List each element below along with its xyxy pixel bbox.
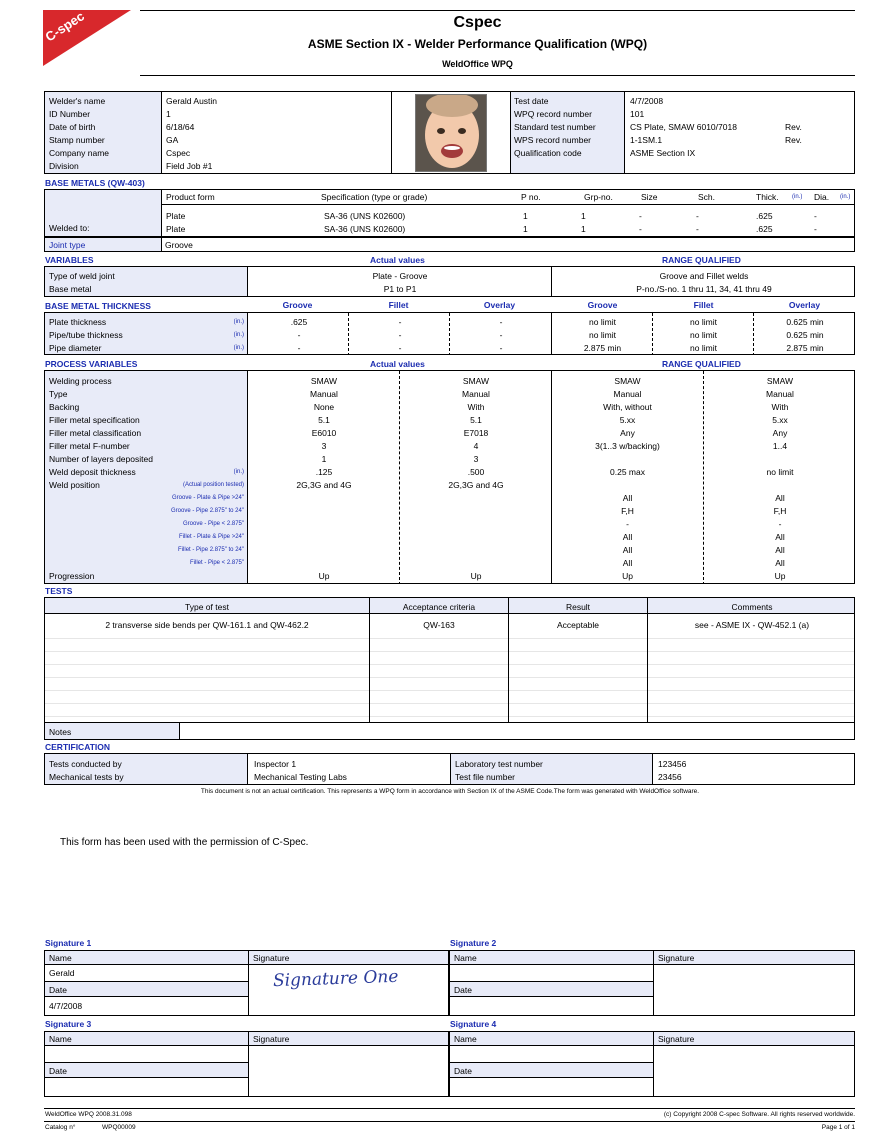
process-value: .125 <box>315 467 333 477</box>
tests-cell: QW-163 <box>423 620 455 630</box>
certification-cell: Test file number <box>455 772 515 782</box>
welder-field-value: GA <box>166 135 179 145</box>
signature-name-value: Gerald <box>49 968 75 978</box>
tests-header-cell: Acceptance criteria <box>402 602 476 612</box>
process-value: Up <box>622 571 633 581</box>
thickness-value: no limit <box>690 330 717 340</box>
process-value: F,H <box>621 506 634 516</box>
welder-field-rev <box>782 94 822 107</box>
thickness-value: 0.625 min <box>786 330 824 340</box>
process-label: Weld position <box>49 480 100 490</box>
welder-field-label: WPQ record number <box>514 109 592 119</box>
signature-name-value <box>451 966 651 979</box>
welder-field-label: Company name <box>49 148 110 158</box>
base-metals-header <box>165 192 855 204</box>
process-value: With <box>771 402 789 412</box>
thickness-unit: (in.) <box>233 345 244 351</box>
welder-field-value: 101 <box>630 109 645 119</box>
process-value: With <box>467 402 485 412</box>
base-metals-header-cell: (in.) <box>840 194 851 200</box>
page-title: Cspec <box>453 14 502 31</box>
footer-page: Page 1 of 1 <box>821 1124 855 1131</box>
process-value: .500 <box>467 467 485 477</box>
variables-title: VARIABLES <box>45 255 94 265</box>
welder-field-label: Standard test number <box>514 122 596 132</box>
process-value: 2G,3G and 4G <box>448 480 504 490</box>
signature-name-label: Name <box>49 1034 72 1044</box>
signature-divider <box>653 1032 654 1097</box>
process-value: SMAW <box>462 376 490 386</box>
variable-range: Groove and Fillet welds <box>659 271 749 281</box>
process-value: no limit <box>766 467 794 477</box>
thickness-header <box>247 301 855 312</box>
welder-field-label: Stamp number <box>49 135 105 145</box>
process-position-sub: Groove - Pipe < 2.875" <box>183 521 244 527</box>
signature-box <box>449 1031 855 1097</box>
welder-field-value: CS Plate, SMAW 6010/7018 <box>630 122 737 132</box>
base-metals-header-cell: Specification (type or grade) <box>321 192 428 202</box>
process-value: 4 <box>473 441 479 451</box>
signature-sig-label: Signature <box>658 953 695 963</box>
thickness-label: Pipe/tube thickness <box>49 330 123 340</box>
thickness-value: - <box>499 317 503 327</box>
app-name: WeldOffice WPQ <box>442 59 513 69</box>
tests-header-cell: Comments <box>731 602 773 612</box>
thickness-value: 2.875 min <box>786 343 824 353</box>
thickness-value: no limit <box>690 317 717 327</box>
thickness-col-header: Overlay <box>483 300 516 310</box>
signature-name-label: Name <box>454 1034 477 1044</box>
welded-to-label: Welded to: <box>49 223 90 233</box>
base-metals-header-cell: P no. <box>521 192 541 202</box>
thickness-unit: (in.) <box>233 332 244 338</box>
process-title: PROCESS VARIABLES <box>45 359 138 369</box>
welder-field-value: 4/7/2008 <box>630 96 664 106</box>
process-unit: (in.) <box>233 469 244 475</box>
tests-table <box>44 597 855 740</box>
variable-label: Type of weld joint <box>49 271 115 281</box>
base-metals-header-cell: Product form <box>166 192 215 202</box>
process-value: 3 <box>321 441 327 451</box>
process-value <box>249 543 399 556</box>
process-position-sub: Groove - Pipe 2.875" to 24" <box>171 508 244 514</box>
variables-range-header: RANGE QUALIFIED <box>662 255 741 265</box>
process-value: Any <box>772 428 788 438</box>
process-value: E7018 <box>463 428 489 438</box>
welder-field-rev <box>782 107 822 120</box>
signature-title: Signature 4 <box>450 1019 497 1029</box>
certification-cell: 23456 <box>658 772 682 782</box>
thickness-value: no limit <box>589 317 616 327</box>
notes-label: Notes <box>49 727 72 737</box>
thickness-label: Pipe diameter <box>49 343 102 353</box>
process-position-sub: Fillet - Pipe 2.875" to 24" <box>178 547 244 553</box>
welder-field-label: Qualification code <box>514 148 582 158</box>
thickness-label: Plate thickness <box>49 317 107 327</box>
joint-type-row <box>44 237 855 252</box>
variable-actual: P1 to P1 <box>383 284 417 294</box>
process-value: SMAW <box>766 376 794 386</box>
signature-date-label: Date <box>454 985 472 995</box>
joint-type-label: Joint type <box>49 240 86 250</box>
signature-divider <box>653 951 654 1016</box>
process-value: E6010 <box>311 428 337 438</box>
top-rule <box>140 10 855 11</box>
base-metal-cell: - <box>814 224 817 234</box>
process-value: Any <box>620 428 635 438</box>
thickness-col-header: Groove <box>282 300 313 310</box>
welder-field-label: ID Number <box>49 109 91 119</box>
footer-catalog: WPQ00009 <box>102 1124 136 1131</box>
process-value: 5.1 <box>470 415 482 425</box>
footer-catalog-label: Catalog n° <box>45 1124 76 1131</box>
footer-copyright: (c) Copyright 2008 C-spec Software. All rights reserved worldwide. <box>663 1111 855 1118</box>
signature-date-value <box>451 1080 651 1093</box>
process-value: All <box>622 532 633 542</box>
base-metals-table <box>44 189 855 237</box>
process-value: - <box>778 519 782 529</box>
signature-date-value <box>46 1080 246 1093</box>
welder-field-value: 1 <box>166 109 171 119</box>
process-value <box>401 517 551 530</box>
base-metal-cell: - <box>639 224 642 234</box>
process-range-header: RANGE QUALIFIED <box>662 359 741 369</box>
signature-date-label: Date <box>49 1066 67 1076</box>
base-metal-cell: Plate <box>166 211 186 221</box>
signature-title: Signature 1 <box>45 938 92 948</box>
joint-type-value: Groove <box>165 240 193 250</box>
process-label: Weld deposit thickness <box>49 467 136 477</box>
thickness-table <box>44 312 855 355</box>
signature-name-value <box>451 1047 651 1060</box>
process-value <box>552 478 703 491</box>
permission-note: This form has been used with the permission of C-Spec. <box>60 837 309 848</box>
process-value <box>704 478 855 491</box>
process-label: Welding process <box>49 376 112 386</box>
base-metals-title: BASE METALS (QW-403) <box>45 178 145 188</box>
certification-table <box>44 753 855 785</box>
signature-handwriting: Signature One <box>272 966 399 992</box>
base-metal-cell: - <box>696 224 699 234</box>
base-metals-header-cell: Dia. <box>814 192 830 202</box>
process-value: 5.xx <box>772 415 788 425</box>
tests-header-cell: Type of test <box>185 602 229 612</box>
process-actual-header: Actual values <box>370 359 425 369</box>
process-label: Number of layers deposited <box>49 454 153 464</box>
process-value: Manual <box>766 389 794 399</box>
signature-box <box>449 950 855 1016</box>
process-table <box>44 370 855 584</box>
thickness-title: BASE METAL THICKNESS <box>45 301 151 311</box>
process-position-sub: Groove - Plate & Pipe >24" <box>171 495 244 501</box>
thickness-value: - <box>499 343 503 353</box>
process-value: All <box>622 493 633 503</box>
thickness-value: - <box>398 330 402 340</box>
disclaimer: This document is not an actual certification. This represents a WPQ form in accordance with Section IX of the ASME Code.The form was generated with WeldOffice software. <box>200 788 700 795</box>
process-value <box>249 517 399 530</box>
signature-divider <box>248 951 249 1016</box>
signature-date-value <box>451 999 651 1012</box>
thickness-unit: (in.) <box>233 319 244 325</box>
thickness-value: - <box>398 317 402 327</box>
process-value: All <box>775 493 785 503</box>
signature-name-label: Name <box>49 953 72 963</box>
signature-sig-label: Signature <box>253 953 290 963</box>
welder-field-rev: Rev. <box>785 135 802 145</box>
welder-field-label: Test date <box>514 96 549 106</box>
welder-field-rev <box>782 146 822 159</box>
tests-cell: 2 transverse side bends per QW-161.1 and QW-462.2 <box>105 620 309 630</box>
base-metal-cell: 1 <box>523 224 528 234</box>
signature-box <box>44 950 449 1016</box>
signature-date-label: Date <box>454 1066 472 1076</box>
base-metal-cell: - <box>696 211 699 221</box>
base-metal-cell: - <box>639 211 642 221</box>
process-value: None <box>313 402 335 412</box>
signature-name-value <box>46 1047 246 1060</box>
base-metal-cell: SA-36 (UNS K02600) <box>324 224 406 234</box>
welder-field-value: 6/18/64 <box>166 122 195 132</box>
thickness-value: - <box>398 343 402 353</box>
signature-date-value: 4/7/2008 <box>49 1001 83 1011</box>
page-subtitle: ASME Section IX - Welder Performance Qualification (WPQ) <box>307 37 648 51</box>
process-value: - <box>626 519 629 529</box>
base-metals-header-cell: Sch. <box>698 192 716 202</box>
welder-field-rev: Rev. <box>785 122 802 132</box>
logo-text: C-spec <box>43 10 87 45</box>
process-label: Progression <box>49 571 95 581</box>
process-value <box>249 491 399 504</box>
process-unit: (Actual position tested) <box>182 482 244 488</box>
tests-header-cell: Result <box>565 602 591 612</box>
signature-sig-label: Signature <box>253 1034 290 1044</box>
thickness-col-header: Fillet <box>388 300 409 310</box>
process-value: 0.25 max <box>610 467 645 477</box>
certification-cell: Laboratory test number <box>455 759 543 769</box>
footer-version: WeldOffice WPQ 2008.31.098 <box>45 1111 132 1118</box>
welder-field-label: Date of birth <box>49 122 96 132</box>
thickness-value: no limit <box>589 330 616 340</box>
base-metal-cell: 1 <box>581 211 586 221</box>
signature-sig-label: Signature <box>658 1034 695 1044</box>
welder-field-value: Field Job #1 <box>166 161 213 171</box>
base-metal-cell: 1 <box>523 211 528 221</box>
welder-info-box <box>44 91 855 174</box>
process-value: 5.1 <box>318 415 330 425</box>
tests-cell: Acceptable <box>556 620 600 630</box>
base-metal-cell: - <box>814 211 817 221</box>
process-label: Filler metal F-number <box>49 441 130 451</box>
process-value: Up <box>774 571 786 581</box>
welder-photo <box>415 94 487 172</box>
signature-title: Signature 3 <box>45 1019 92 1029</box>
process-value: 3 <box>473 454 479 464</box>
process-value: 5.xx <box>619 415 636 425</box>
process-value <box>401 556 551 569</box>
process-label: Filler metal specification <box>49 415 140 425</box>
process-value <box>401 543 551 556</box>
process-value: SMAW <box>614 376 641 386</box>
base-metal-cell: 1 <box>581 224 586 234</box>
thickness-value: - <box>499 330 503 340</box>
base-metal-cell: .625 <box>756 211 773 221</box>
process-label: Type <box>49 389 68 399</box>
variable-range: P-no./S-no. 1 thru 11, 34, 41 thru 49 <box>636 284 772 294</box>
process-value: All <box>775 532 785 542</box>
certification-cell: Tests conducted by <box>49 759 122 769</box>
thickness-value: no limit <box>690 343 717 353</box>
welder-field-value: ASME Section IX <box>630 148 696 158</box>
welder-field-value: Cspec <box>166 148 191 158</box>
process-value: All <box>622 558 633 568</box>
base-metal-cell: Plate <box>166 224 186 234</box>
thickness-value: .625 <box>290 317 308 327</box>
variables-table <box>44 266 855 297</box>
certification-cell: Mechanical tests by <box>49 772 124 782</box>
tests-title: TESTS <box>45 586 73 596</box>
process-position-sub: Fillet - Plate & Pipe >24" <box>179 534 244 540</box>
process-value: Manual <box>613 389 642 399</box>
signature-box <box>44 1031 449 1097</box>
base-metal-cell: SA-36 (UNS K02600) <box>324 211 406 221</box>
process-value <box>249 504 399 517</box>
variable-actual: Plate - Groove <box>372 271 428 281</box>
process-value <box>704 452 855 465</box>
process-label: Backing <box>49 402 80 412</box>
certification-cell: Inspector 1 <box>254 759 297 769</box>
signature-divider <box>248 1032 249 1097</box>
thickness-value: - <box>297 330 301 340</box>
process-label: Filler metal classification <box>49 428 142 438</box>
process-value <box>249 530 399 543</box>
process-value: 1 <box>321 454 327 464</box>
process-value: All <box>775 558 785 568</box>
process-value: All <box>775 545 785 555</box>
process-value: All <box>622 545 633 555</box>
welder-field-value: Gerald Austin <box>166 96 218 106</box>
process-value: SMAW <box>310 376 338 386</box>
process-value <box>249 556 399 569</box>
base-metals-header-cell: (in.) <box>792 194 803 200</box>
certification-cell: Mechanical Testing Labs <box>254 772 347 782</box>
base-metals-header-cell: Grp-no. <box>584 192 613 202</box>
base-metals-header-cell: Thick. <box>756 192 779 202</box>
base-metals-header-cell: Size <box>641 192 658 202</box>
signature-name-label: Name <box>454 953 477 963</box>
base-metal-cell: .625 <box>756 224 773 234</box>
welder-field-label: WPS record number <box>514 135 591 145</box>
process-value: 2G,3G and 4G <box>296 480 352 490</box>
certification-title: CERTIFICATION <box>45 742 111 752</box>
process-value <box>552 452 703 465</box>
signature-title: Signature 2 <box>450 938 497 948</box>
process-value: Manual <box>462 389 490 399</box>
thickness-value: - <box>297 343 301 353</box>
process-value: Up <box>470 571 482 581</box>
thickness-col-header: Groove <box>587 300 618 310</box>
welder-field-label: Welder's name <box>49 96 106 106</box>
process-value <box>401 504 551 517</box>
certification-cell: 123456 <box>658 759 687 769</box>
process-position-sub: Fillet - Pipe < 2.875" <box>190 560 244 566</box>
welder-field-label: Division <box>49 161 79 171</box>
process-value: With, without <box>603 402 652 412</box>
thickness-value: 2.875 min <box>583 343 622 353</box>
welder-field-value: 1-1SM.1 <box>630 135 663 145</box>
process-value <box>401 491 551 504</box>
thickness-value: 0.625 min <box>786 317 824 327</box>
variables-actual-header: Actual values <box>370 255 425 265</box>
process-value <box>401 530 551 543</box>
header-rule <box>140 75 855 76</box>
thickness-col-header: Overlay <box>788 300 821 310</box>
signature-date-label: Date <box>49 985 67 995</box>
process-value: Up <box>318 571 330 581</box>
variable-label: Base metal <box>49 284 92 294</box>
process-value: 3(1..3 w/backing) <box>595 441 660 451</box>
process-value: 1..4 <box>772 441 788 451</box>
process-value: F,H <box>773 506 787 516</box>
process-value: Manual <box>310 389 338 399</box>
thickness-col-header: Fillet <box>693 300 714 310</box>
tests-cell: see - ASME IX - QW-452.1 (a) <box>694 620 810 630</box>
